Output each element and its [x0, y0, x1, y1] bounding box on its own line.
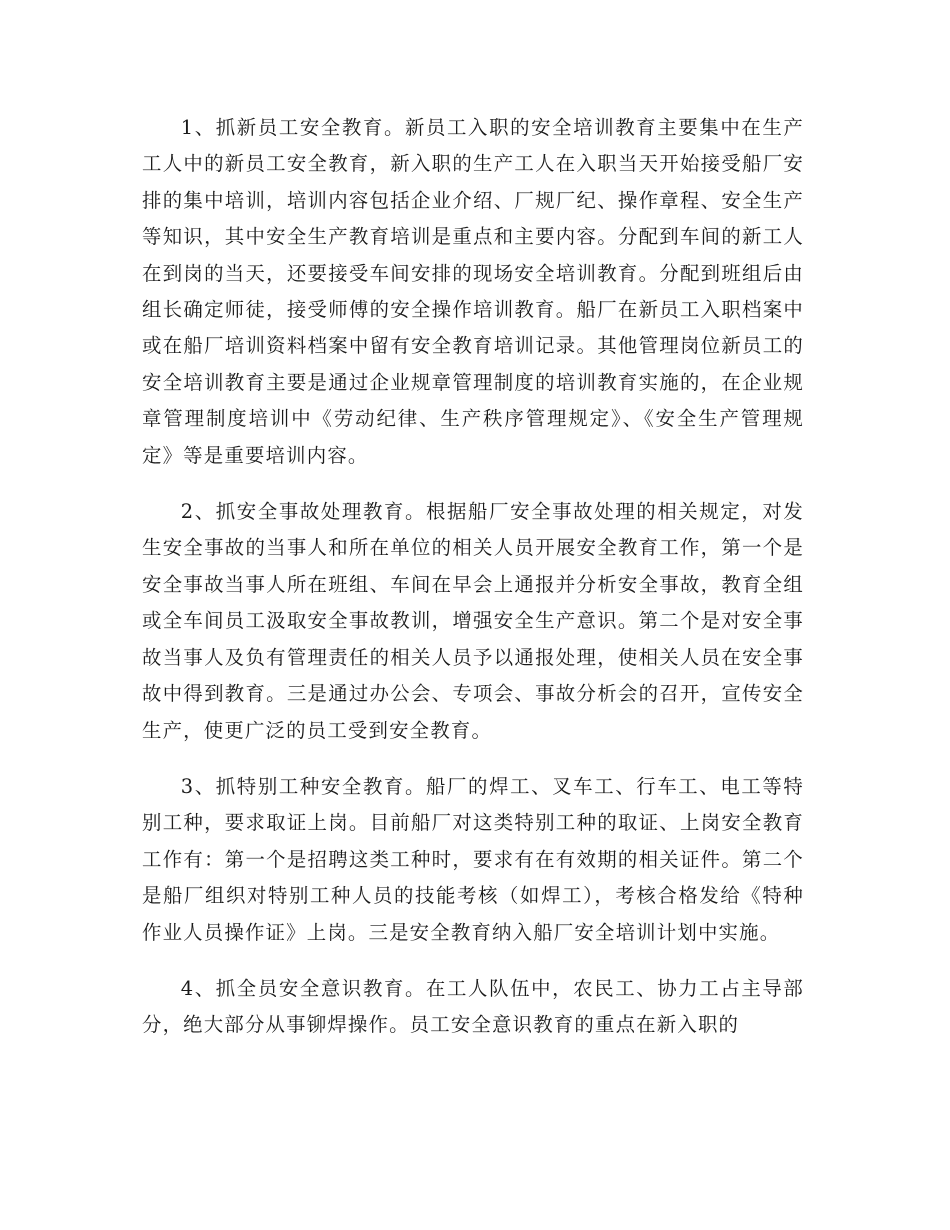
- paragraph-safety-awareness: 4、抓全员安全意识教育。在工人队伍中，农民工、协力工占主导部分，绝大部分从事铆焊操作。员工安全意识教育的重点在新入职的: [142, 976, 804, 1037]
- paragraph-new-employee-safety: 1、抓新员工安全教育。新员工入职的安全培训教育主要集中在生产工人中的新员工安全教育，新入职的生产工人在入职当天开始接受船厂安排的集中培训，培训内容包括企业介绍、厂规厂纪、操作章程、安全生产等知识，其中安全生产教育培训是重点和主要内容。分配到车间的新工人在到岗的当天，还要接受车间安排的现场安全培训教育。分配到班组后由组长确定师徒，接受师傅的安全操作培训教育。船厂在新员工入职档案中或在船厂培训资料档案中留有安全教育培训记录。其他管理岗位新员工的安全培训教育主要是通过企业规章管理制度的培训教育实施的，在企业规章管理制度培训中《劳动纪律、生产秩序管理规定》、《安全生产管理规定》等是重要培训内容。: [142, 116, 804, 467]
- paragraph-accident-handling: 2、抓安全事故处理教育。根据船厂安全事故处理的相关规定，对发生安全事故的当事人和所在单位的相关人员开展安全教育工作，第一个是安全事故当事人所在班组、车间在早会上通报并分析安全事故，教育全组或全车间员工汲取安全事故教训，增强安全生产意识。第二个是对安全事故当事人及负有管理责任的相关人员予以通报处理，使相关人员在安全事故中得到教育。三是通过办公会、专项会、事故分析会的召开，宣传安全生产，使更广泛的员工受到安全教育。: [142, 500, 804, 742]
- document-body: [142, 110, 804, 1064]
- paragraph-special-trades: 3、抓特别工种安全教育。船厂的焊工、叉车工、行车工、电工等特别工种，要求取证上岗。目前船厂对这类特别工种的取证、上岗安全教育工作有：第一个是招聘这类工种时，要求有在有效期的相关证件。第二个是船厂组织对特别工种人员的技能考核（如焊工），考核合格发给《特种作业人员操作证》上岗。三是安全教育纳入船厂安全培训计划中实施。: [142, 774, 804, 944]
